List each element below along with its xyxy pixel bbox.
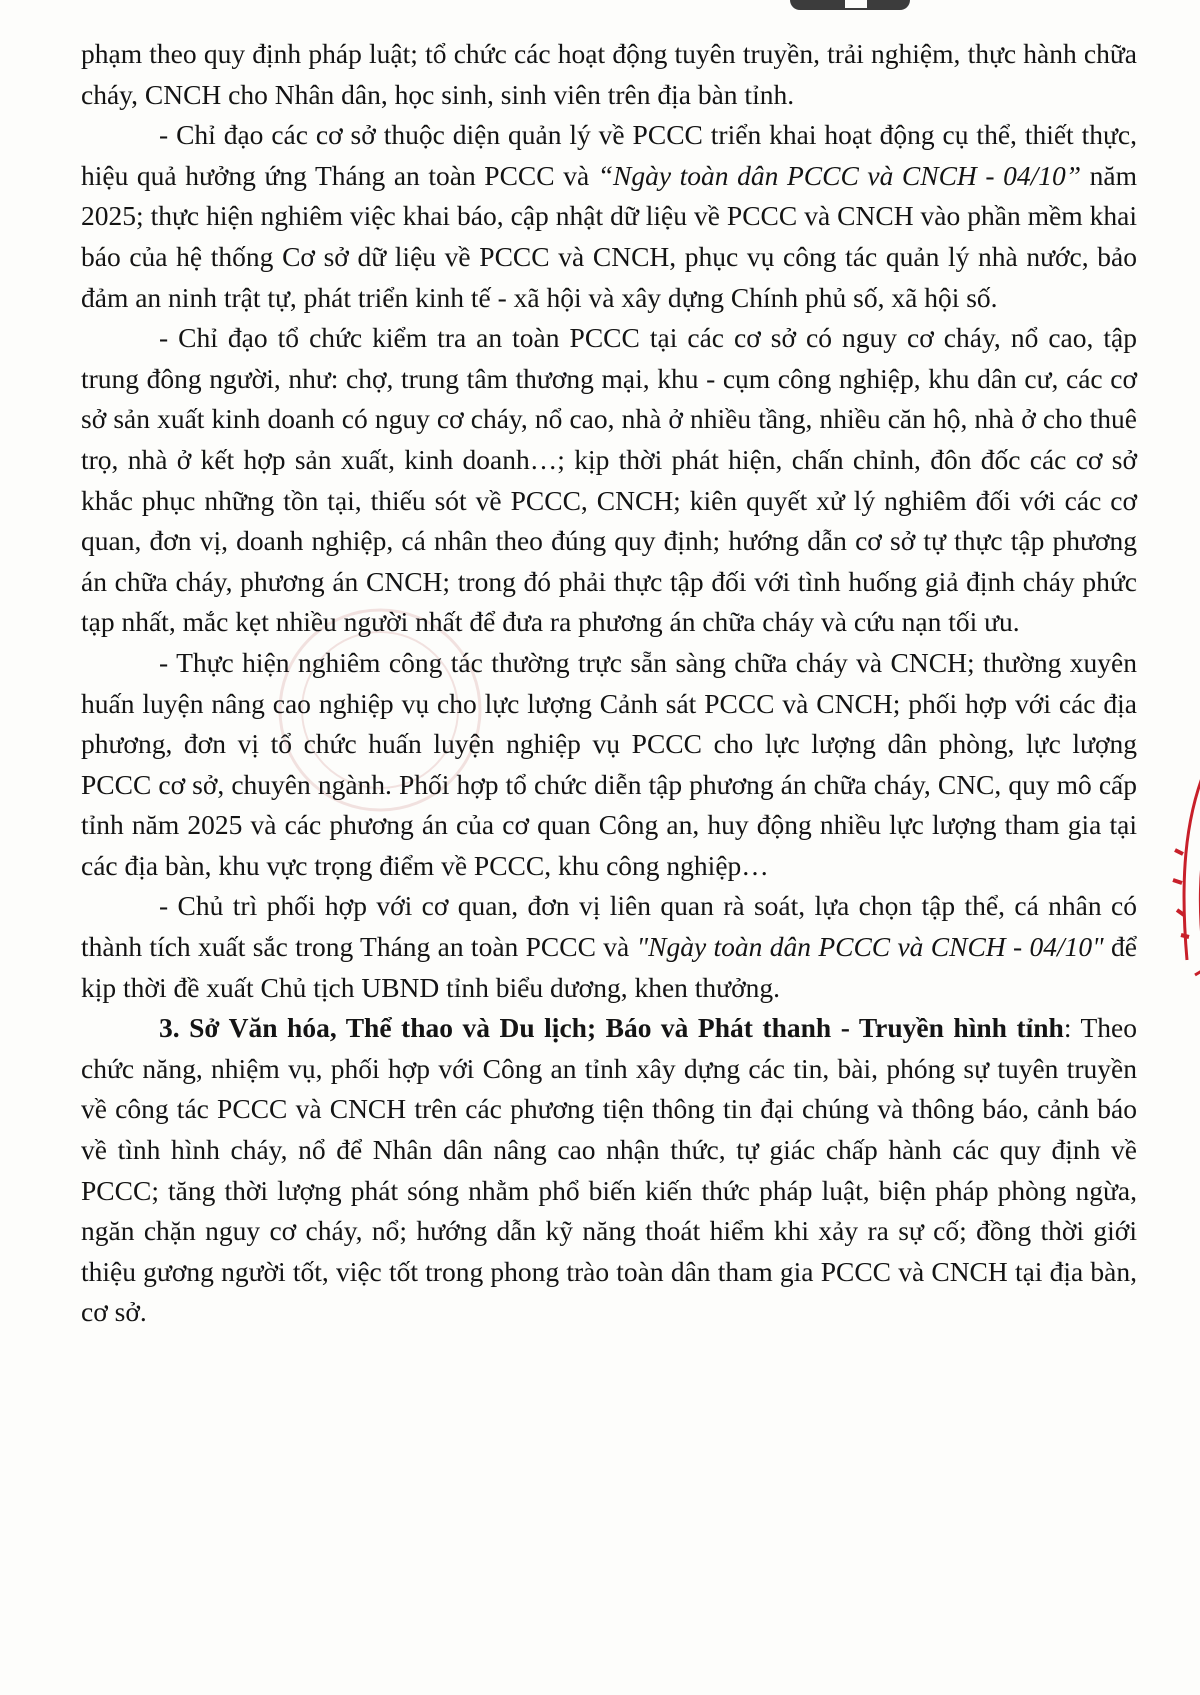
text-run: - Chỉ đạo các cơ sở thuộc diện quản lý về PCCC triển khai hoạt động cụ thể, thiết thực, hiệu quả hưởng ứng Tháng an toàn PCCC và [81,119,1137,191]
paragraph [81,1008,1137,1333]
paragraph [81,115,1137,318]
text-run: - Thực hiện nghiêm công tác thường trực sẵn sàng chữa cháy và CNCH; thường xuyên huấn luyện nâng cao nghiệp vụ cho lực lượng Cảnh sát PCCC và CNCH; phối hợp với các địa phương, đơn vị tổ chức huấn luyện nghiệp vụ PCCC cho lực lượng dân phòng, lực lượng PCCC cơ sở, chuyên ngành. Phối hợp tổ chức diễn tập phương án chữa cháy, CNC, quy mô cấp tỉnh năm 2025 và các phương án của cơ quan Công an, huy động nhiều lực lượng tham gia tại các địa bàn, khu vực trọng điểm về PCCC, khu công nghiệp… [81,646,1137,881]
text-run: 3. Sở Văn hóa, Thể thao và Du lịch; Báo và Phát thanh - Truyền hình tỉnh [159,1012,1064,1044]
paragraph [81,318,1137,643]
text-run: - Chủ trì phối hợp với cơ quan, đơn vị liên quan rà soát, lựa chọn tập thể, cá nhân có thành tích xuất sắc trong Tháng an toàn PCCC và [81,890,1137,963]
text-run: - Chỉ đạo tổ chức kiểm tra an toàn PCCC tại các cơ sở có nguy cơ cháy, nổ cao, tập trung đông người, như: chợ, trung tâm thương mại, khu - cụm công nghiệp, khu dân cư, các cơ sở sản xuất kinh doanh có nguy cơ cháy, nổ cao, nhà ở nhiều tầng, nhiều căn hộ, nhà ở cho thuê trọ, nhà ở kết hợp sản xuất, kinh doanh…; kịp thời phát hiện, chấn chỉnh, đôn đốc các cơ sở khắc phục những tồn tại, thiếu sót về PCCC, CNCH; kiên quyết xử lý nghiêm đối với các cơ quan, đơn vị, doanh nghiệp, cá nhân theo đúng quy định; hướng dẫn cơ sở tự thực tập phương án chữa cháy, phương án CNCH; trong đó phải thực tập đối với tình huống giả định cháy phức tạp nhất, mắc kẹt nhiều người nhất để đưa ra phương án chữa cháy và cứu nạn tối ưu. [81,322,1137,638]
header-fragment-gap [845,0,867,8]
text-run: phạm theo quy định pháp luật; tổ chức các hoạt động tuyên truyền, trải nghiệm, thực hành chữa cháy, CNCH cho Nhân dân, học sinh, sinh viên trên địa bàn tỉnh. [81,38,1137,110]
paragraph [81,34,1137,115]
paragraph [81,886,1137,1008]
paragraph [81,643,1137,887]
text-run: “Ngày toàn dân PCCC và CNCH - 04/10” [597,159,1082,191]
document-body [81,34,1137,1333]
text-run: năm 2025; thực hiện nghiêm việc khai báo, cập nhật dữ liệu về PCCC và CNCH vào phần mềm khai báo của hệ thống Cơ sở dữ liệu về PCCC và CNCH, phục vụ công tác quản lý nhà nước, bảo đảm an ninh trật tự, phát triển kinh tế - xã hội và xây dựng Chính phủ số, xã hội số. [81,159,1137,313]
text-run: : Theo chức năng, nhiệm vụ, phối hợp với Công an tỉnh xây dựng các tin, bài, phóng sự tuyên truyền về công tác PCCC và CNCH trên các phương tiện thông tin đại chúng và thông báo, cảnh báo về tình hình cháy, nổ để Nhân dân nâng cao nhận thức, tự giác chấp hành các quy định về PCCC; tăng thời lượng phát sóng nhằm phổ biến kiến thức pháp luật, biện pháp phòng ngừa, ngăn chặn nguy cơ cháy, nổ; hướng dẫn kỹ năng thoát hiểm khi xảy ra sự cố; đồng thời giới thiệu gương người tốt, việc tốt trong phong trào toàn dân tham gia PCCC và CNCH tại địa bàn, cơ sở. [81,1012,1137,1328]
text-run: "Ngày toàn dân PCCC và CNCH - 04/10" [636,931,1104,963]
text-run: để kịp thời đề xuất Chủ tịch UBND tỉnh biểu dương, khen thưởng. [81,931,1137,1003]
red-seal-edge [1165,760,1200,1000]
